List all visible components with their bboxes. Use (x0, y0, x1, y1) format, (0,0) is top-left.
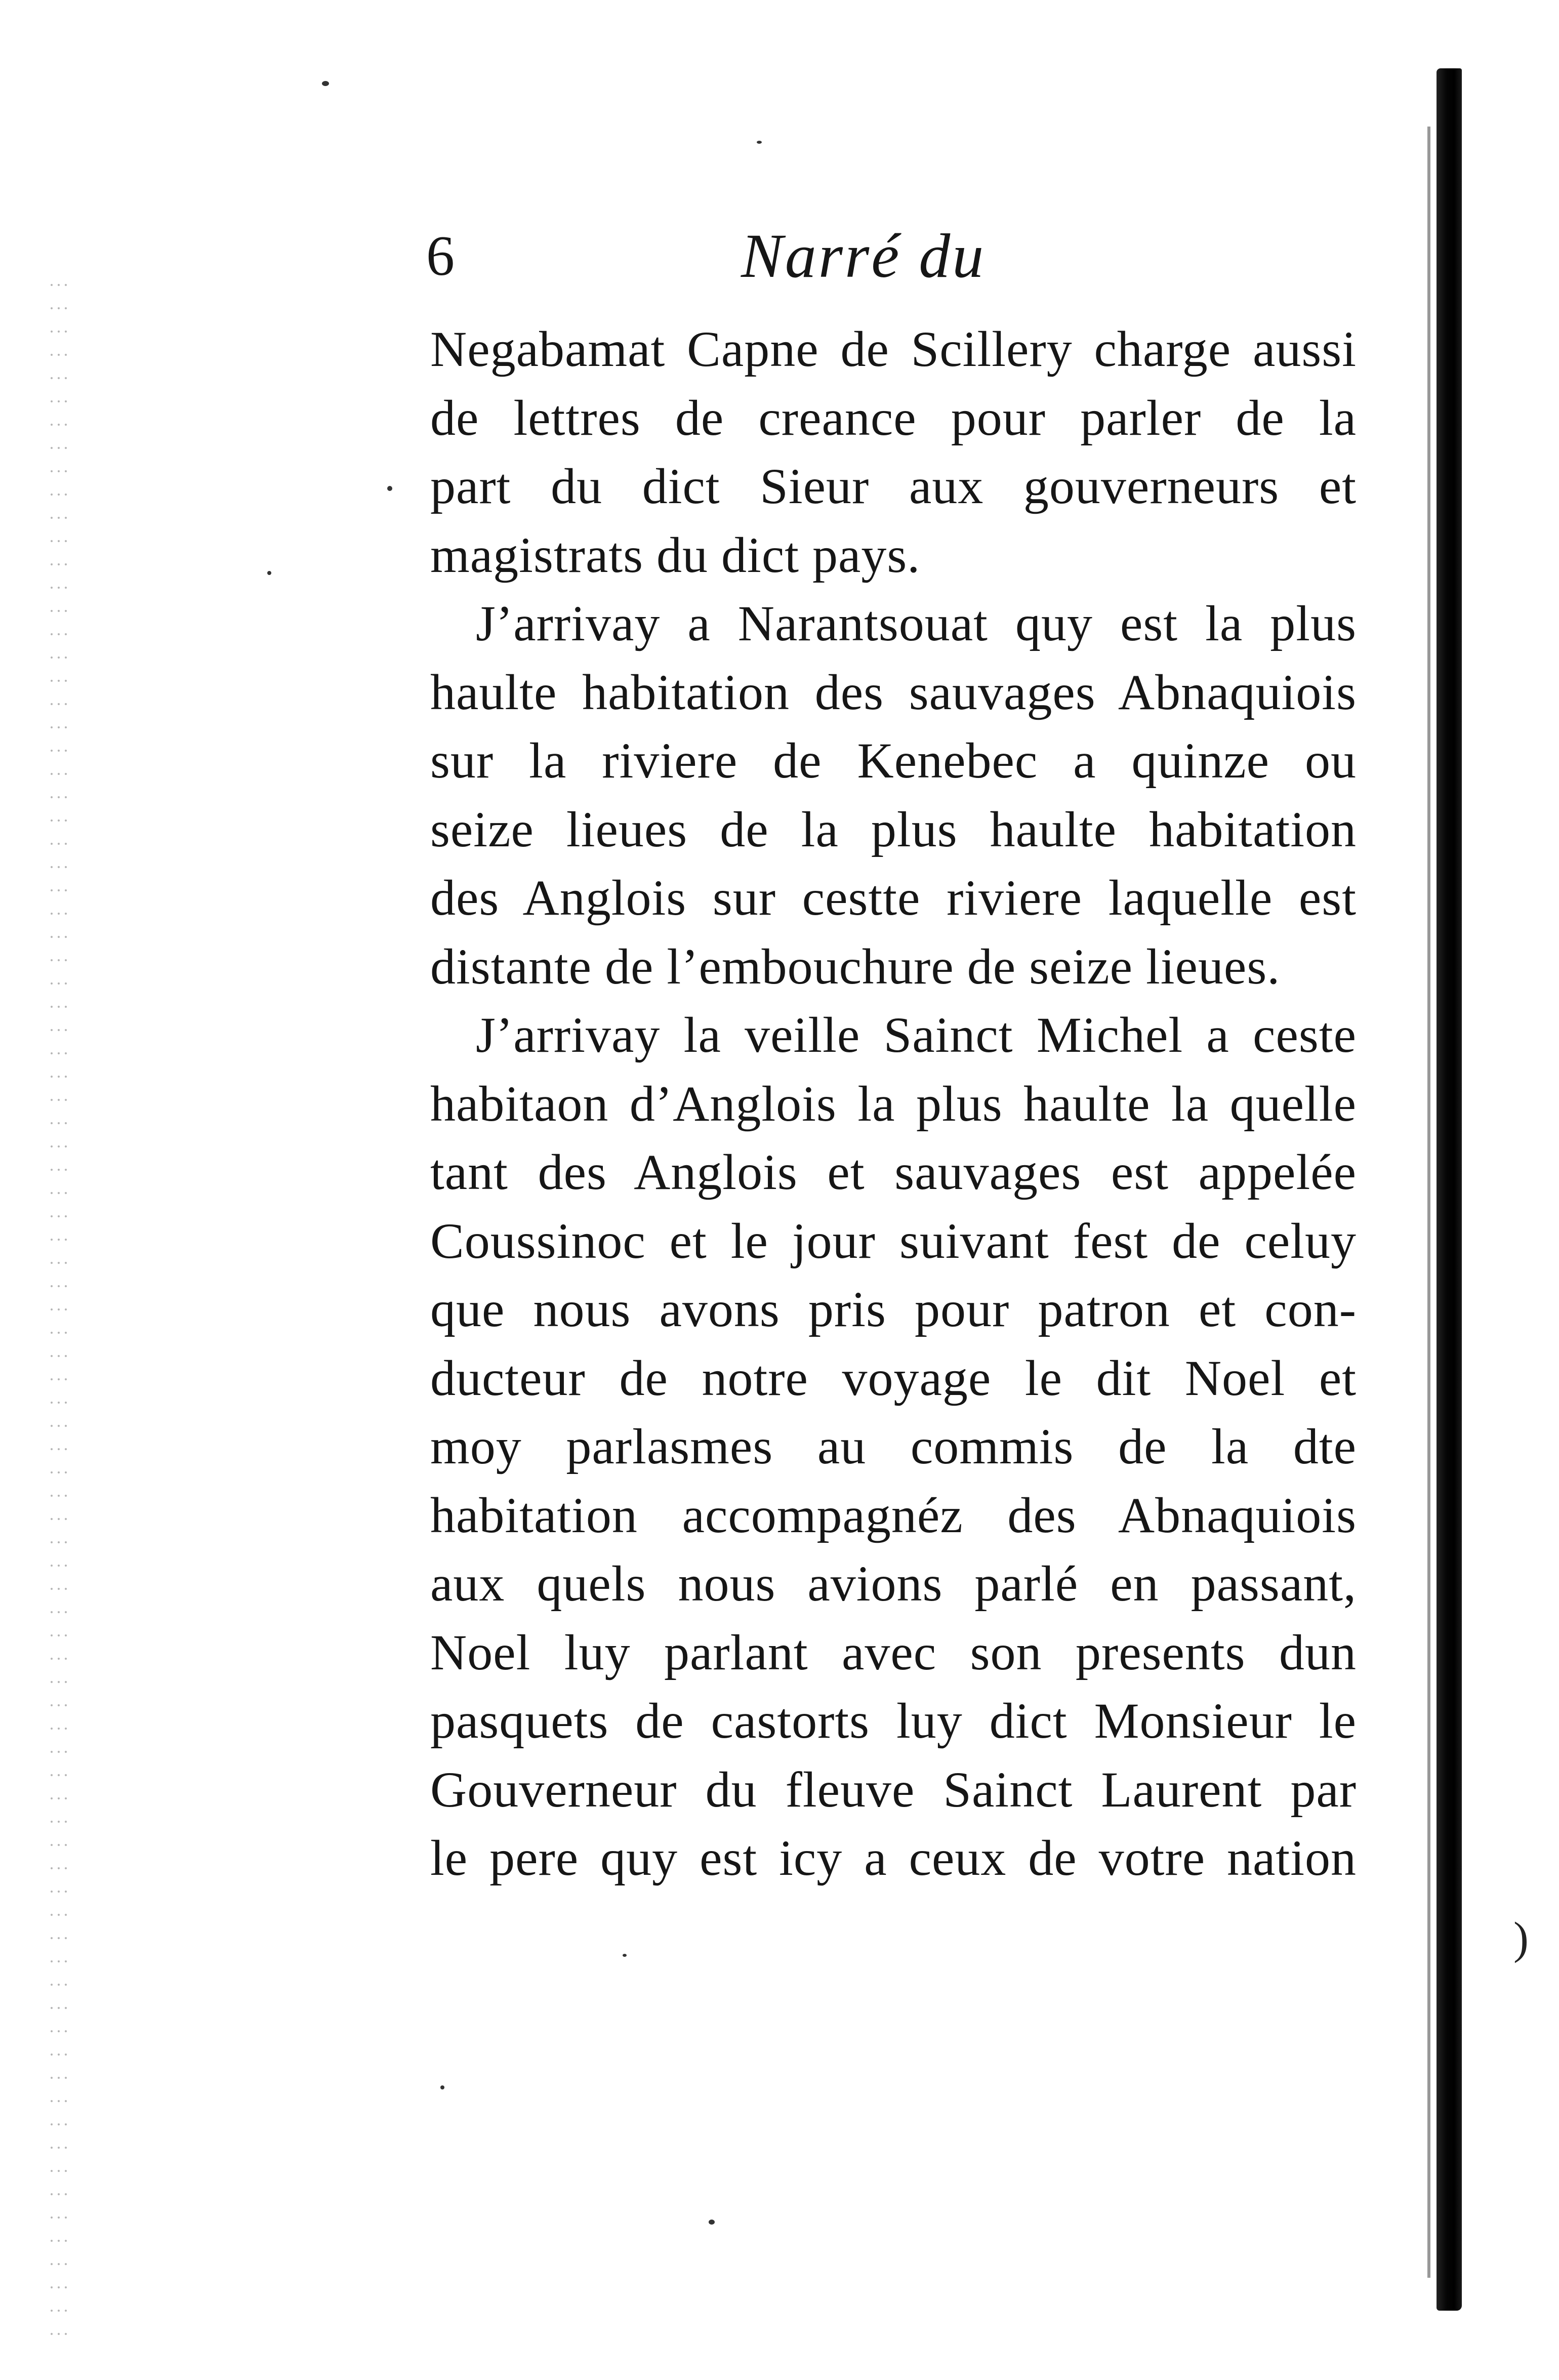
binding-stitch-marks (48, 273, 68, 2349)
text-line: J’arrivay a Narantsouat quy est la plus (476, 595, 1357, 651)
text-line: Coussinoc et le jour suivant fest de celuy (430, 1212, 1357, 1269)
text-line: Gouverneur du fleuve Sainct Laurent par (430, 1761, 1357, 1818)
text-line: habitation accompagnéz des Abnaquiois (430, 1487, 1357, 1543)
text-line: Negabamat Capne de Scillery charge aussi (430, 321, 1357, 377)
text-line: des Anglois sur cestte riviere laquelle est (430, 870, 1357, 926)
text-line: que nous avons pris pour patron et con- (430, 1281, 1357, 1337)
text-line: le pere quy est icy a ceux de votre nation (430, 1830, 1357, 1886)
text-line: magistrats du dict pays. (430, 526, 921, 583)
text-line: part du dict Sieur aux gouverneurs et (430, 458, 1357, 514)
text-line: ducteur de notre voyage le dit Noel et (430, 1349, 1357, 1406)
paragraph (430, 589, 1357, 1001)
text-line: sur la riviere de Kenebec a quinze ou (430, 732, 1357, 789)
ink-speck (322, 81, 329, 86)
ink-speck (387, 486, 392, 491)
text-line: Noel luy parlant avec son presents dun (430, 1624, 1357, 1680)
text-line: seize lieues de la plus haulte habitation (430, 801, 1357, 857)
ink-speck (757, 141, 762, 144)
paragraph (430, 315, 1357, 589)
text-line: aux quels nous avions parlé en passant, (430, 1555, 1357, 1612)
margin-mark: ) (1513, 1913, 1529, 1963)
running-head: Narré du (741, 221, 986, 291)
text-line: moy parlasmes au commis de la dte (430, 1418, 1357, 1474)
gutter-line (1427, 127, 1430, 2278)
binding-shadow (1437, 68, 1462, 2311)
ink-speck (623, 1954, 627, 1957)
text-line: J’arrivay la veille Sainct Michel a ceste (476, 1007, 1357, 1063)
paragraph (430, 1001, 1357, 1893)
text-line: de lettres de creance pour parler de la (430, 389, 1357, 446)
text-line: pasquets de castorts luy dict Monsieur le (430, 1693, 1357, 1749)
body-text (430, 315, 1357, 1893)
ink-speck (267, 571, 271, 575)
ink-speck (440, 2085, 444, 2089)
text-line: distante de l’embouchure de seize lieues. (430, 938, 1281, 995)
page-header (426, 218, 1110, 309)
text-line: habitaon d’Anglois la plus haulte la quelle (430, 1075, 1357, 1132)
page-number: 6 (426, 225, 455, 288)
text-line: tant des Anglois et sauvages est appelée (430, 1144, 1357, 1200)
text-line: haulte habitation des sauvages Abnaquiois (430, 664, 1357, 720)
ink-speck (709, 2220, 715, 2225)
